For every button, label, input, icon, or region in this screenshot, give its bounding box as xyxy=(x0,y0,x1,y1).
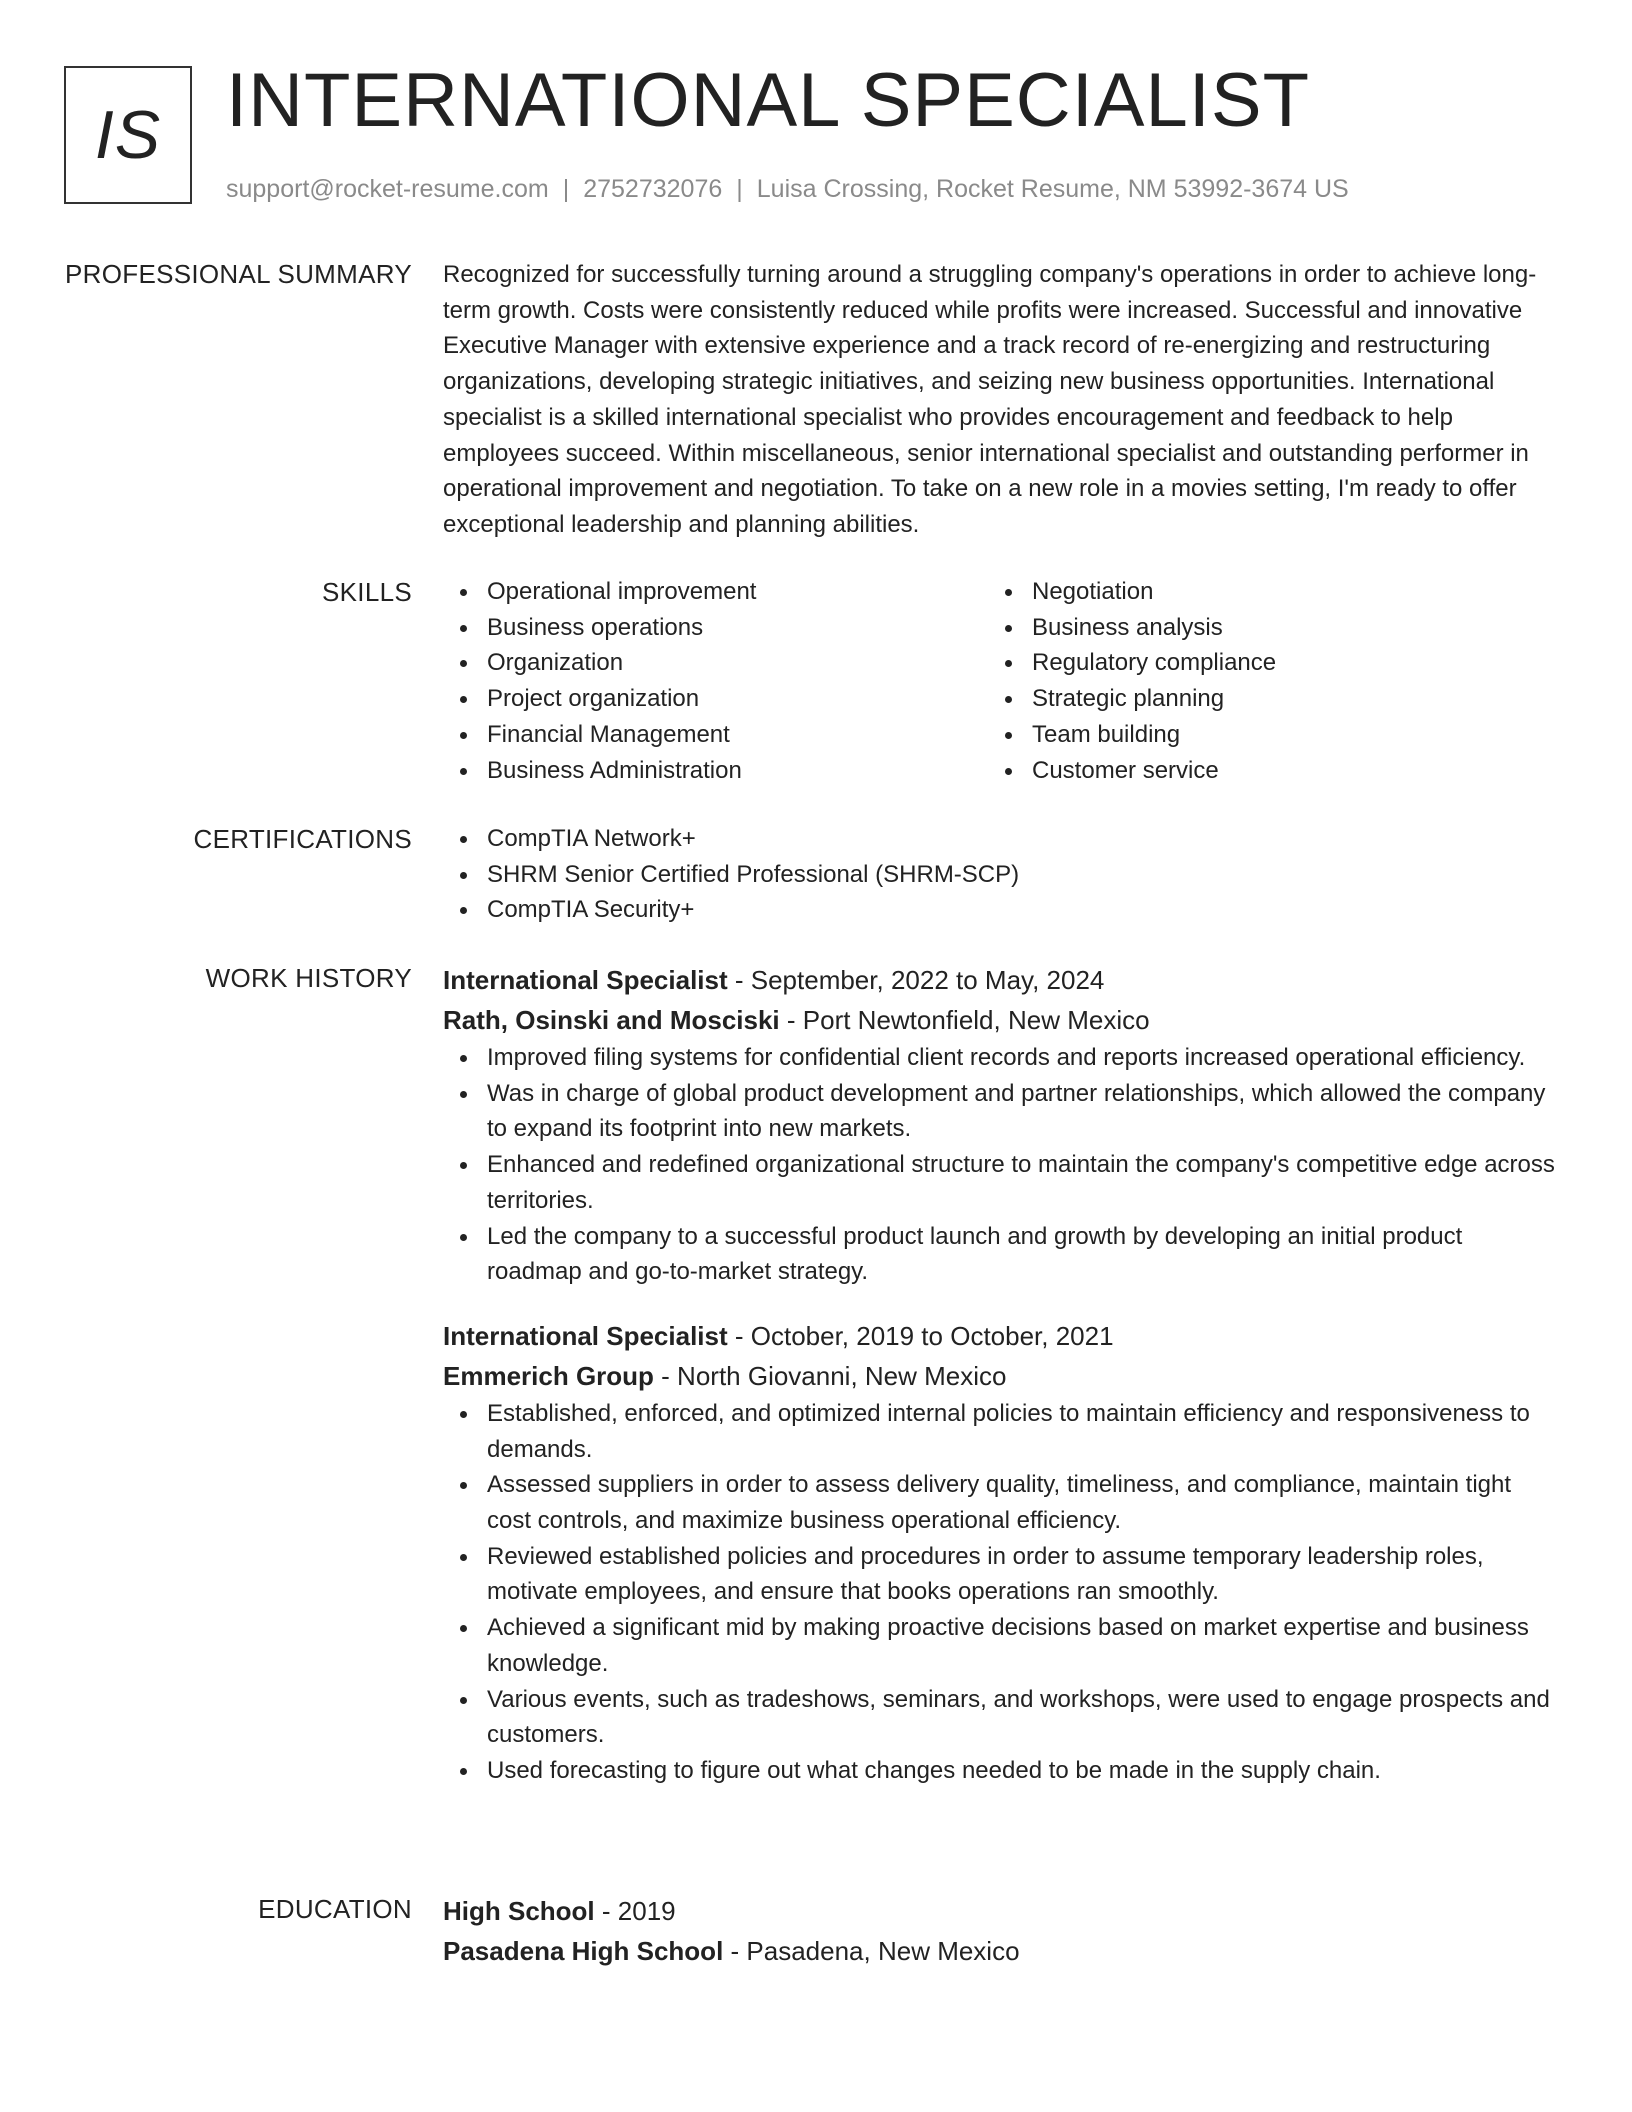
skills-grid xyxy=(443,574,1558,788)
job-bullet: Various events, such as tradeshows, seminars, and workshops, were used to engage prospects and customers. xyxy=(443,1682,1558,1753)
education-degree-line xyxy=(443,1891,1558,1931)
contact-address: Luisa Crossing, Rocket Resume, NM 53992-3674 US xyxy=(756,175,1349,203)
skill-item: Negotiation xyxy=(988,574,1533,610)
job-company-line xyxy=(443,1000,1558,1040)
job-dates: - October, 2019 to October, 2021 xyxy=(727,1320,1114,1351)
job-bullet: Achieved a significant mid by making proactive decisions based on market expertise and business knowledge. xyxy=(443,1610,1558,1681)
certification-item: CompTIA Security+ xyxy=(443,892,1558,928)
skill-item: Business Administration xyxy=(443,753,988,789)
skills-list-left xyxy=(443,574,988,788)
job-entry xyxy=(443,1316,1558,1789)
job-company: Emmerich Group xyxy=(443,1360,654,1391)
skill-item: Financial Management xyxy=(443,717,988,753)
job-location: - Port Newtonfield, New Mexico xyxy=(779,1005,1150,1035)
section-label-certifications: CERTIFICATIONS xyxy=(193,824,412,854)
skill-item: Operational improvement xyxy=(443,574,988,610)
contact-separator: | xyxy=(562,175,570,203)
job-title: International Specialist xyxy=(443,965,728,995)
job-bullet-list xyxy=(443,1396,1558,1789)
job-company: Rath, Osinski and Mosciski xyxy=(443,1005,780,1035)
summary-text: Recognized for successfully turning around a struggling company's operations in order to achieve long-term growth. Costs were consistently reduced while profits were increased. Successful and innovative Executive Manager with extensive experience and a track record of re-energizing and restructuring organizations, developing strategic initiatives, and seizing new business opportunities. International specialist is a skilled international specialist who provides encouragement and feedback to help employees succeed. Within miscellaneous, senior international specialist and outstanding performer in operational improvement and negotiation. To take on a new role in a movies setting, I'm ready to offer exceptional leadership and planning abilities. xyxy=(443,261,1537,538)
job-bullet: Improved filing systems for confidential client records and reports increased operational efficiency. xyxy=(443,1040,1558,1076)
certification-item: CompTIA Network+ xyxy=(443,821,1558,857)
job-bullet: Led the company to a successful product launch and growth by developing an initial product roadmap and go-to-market strategy. xyxy=(443,1219,1558,1290)
work-history-body xyxy=(443,960,1558,1789)
job-title-line xyxy=(443,960,1558,1000)
section-label-summary: PROFESSIONAL SUMMARY xyxy=(65,259,412,289)
skills-body xyxy=(443,574,1558,788)
skill-item: Team building xyxy=(988,717,1533,753)
job-company-line xyxy=(443,1356,1558,1396)
job-title: International Specialist xyxy=(443,1320,728,1351)
skill-item: Customer service xyxy=(988,753,1533,789)
skill-item: Business analysis xyxy=(988,610,1533,646)
summary-body xyxy=(443,256,1558,543)
monogram-box xyxy=(64,66,192,204)
monogram-initials: IS xyxy=(94,97,162,173)
education-year: - 2019 xyxy=(594,1896,676,1926)
certifications-list xyxy=(443,821,1558,928)
certifications-body xyxy=(443,821,1558,928)
section-label-education: EDUCATION xyxy=(258,1894,412,1924)
education-body xyxy=(443,1891,1558,1971)
contact-phone[interactable]: 2752732076 xyxy=(583,175,723,203)
candidate-name: INTERNATIONAL SPECIALIST xyxy=(226,58,1310,143)
education-degree: High School xyxy=(443,1896,595,1926)
skills-list-right xyxy=(988,574,1533,788)
education-school-line xyxy=(443,1931,1558,1971)
job-bullet-list xyxy=(443,1040,1558,1290)
contact-separator: | xyxy=(736,175,743,203)
education-location: - Pasadena, New Mexico xyxy=(723,1936,1020,1966)
skill-item: Organization xyxy=(443,645,988,681)
education-school: Pasadena High School xyxy=(443,1936,724,1966)
job-dates: - September, 2022 to May, 2024 xyxy=(727,965,1105,995)
job-bullet: Established, enforced, and optimized internal policies to maintain efficiency and responsiveness to demands. xyxy=(443,1396,1558,1467)
job-bullet: Used forecasting to figure out what changes needed to be made in the supply chain. xyxy=(443,1753,1558,1789)
job-title-line xyxy=(443,1316,1558,1356)
job-entry xyxy=(443,960,1558,1290)
skill-item: Regulatory compliance xyxy=(988,645,1533,681)
skill-item: Business operations xyxy=(443,610,988,646)
section-label-skills: SKILLS xyxy=(322,577,412,607)
contact-line xyxy=(226,172,1349,206)
section-label-work-history: WORK HISTORY xyxy=(205,963,412,993)
certification-item: SHRM Senior Certified Professional (SHRM-SCP) xyxy=(443,857,1558,893)
job-bullet: Reviewed established policies and procedures in order to assume temporary leadership roles, motivate employees, and ensure that books operations ran smoothly. xyxy=(443,1539,1558,1610)
skill-item: Project organization xyxy=(443,681,988,717)
job-bullet: Enhanced and redefined organizational structure to maintain the company's competitive edge across territories. xyxy=(443,1147,1558,1218)
contact-email[interactable]: support@rocket-resume.com xyxy=(226,175,549,203)
job-bullet: Was in charge of global product development and partner relationships, which allowed the company to expand its footprint into new markets. xyxy=(443,1076,1558,1147)
job-bullet: Assessed suppliers in order to assess delivery quality, timeliness, and compliance, maintain tight cost controls, and maximize business operational efficiency. xyxy=(443,1467,1558,1538)
job-location: - North Giovanni, New Mexico xyxy=(653,1360,1007,1391)
skill-item: Strategic planning xyxy=(988,681,1533,717)
